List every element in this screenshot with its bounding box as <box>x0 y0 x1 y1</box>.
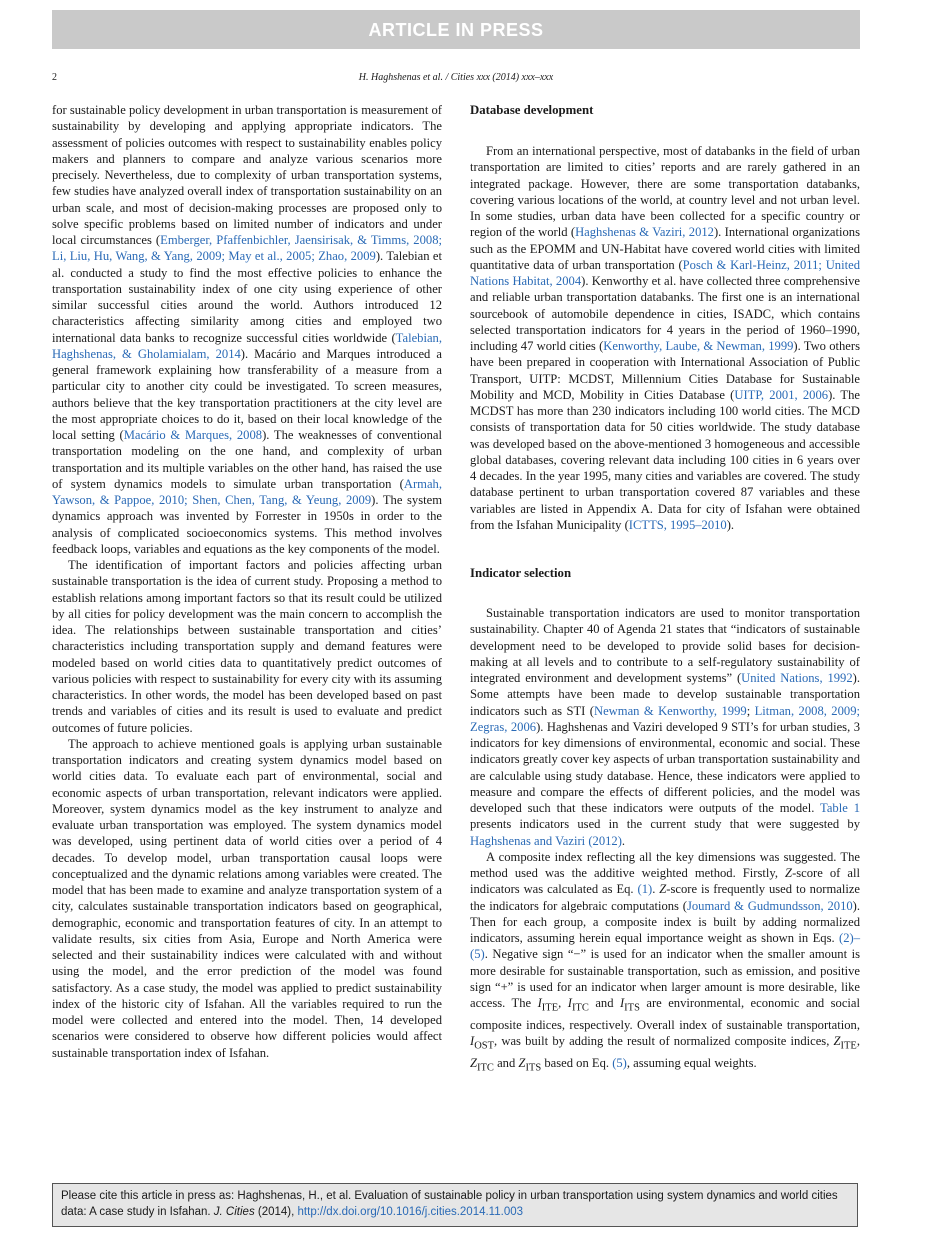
running-header <box>52 72 860 88</box>
paragraph: The identification of important factors and policies affecting urban sustainable transportation is the idea of current study. Proposing a method to establish relations among important factors so that its result could be utilized by all cities for policy development was the main concern to accomplish the idea. The relationships between sustainable transportation and cities’ characteristics including transportation supply and demand features were modeled based on world cities data to quantitatively predict outcomes of various policies with respect to sustainability for every city with its assuming characteristics. In other words, the model has been developed based on past trends and variables of cities and its result is used to evaluate and predict outcomes of future policies. <box>52 558 442 735</box>
citation-link[interactable]: Emberger, Pfaffenbichler, Jaensirisak, & Timms, 2008; Li, Liu, Hu, Wang, & Yang, 2009; May et al., 2005; Zhao, 2009 <box>52 233 442 264</box>
section-heading-indicator-selection: Indicator selection <box>470 566 572 580</box>
paragraph: for sustainable policy development in urban transportation is measurement of sustainability by developing and applying appropriate indicators. The assessment of policies outcomes with respect to sustainability enables policy makers and planners to compare and analyze various scenarios more precisely. Nevertheless, due to complexity of urban transportation systems, few studies have analyzed overall index of transportation sustainability on an urban scale, and most of decision-making processes are proposed only to solve specific problems based on limited number of indicators and under local circumstances (Emberger, Pfaffenbichler, Jaensirisak, & Timms, 2008; Li, Liu, Hu, Wang, & Yang, 2009; May et al., 2005; Zhao, 2009). Talebian et al. conducted a study to find the most effective policies to enhance the transportation sustainability index of one city using experience of other similar successful cities around the world. Authors introduced 12 characteristics affecting similarity among cities and employed two international data banks to recognize successful cities worldwide (Talebian, Haghshenas, & Gholamialam, 2014). Macário and Marques introduced a general framework explaining how transferability of a measure from a particular city to another city could be investigated. To screen measures, authors believe that the key transportation practitioners at the city level are the most appropriate choices to do it, based on their local knowledge of the local setting (Macário & Marques, 2008). The weaknesses of conventional transportation modeling on the one hand, and complexity of urban transportation and its multiple variables on the other hand, has raised the use of system dynamics models to simulate urban transportation (Armah, Yawson, & Pappoe, 2010; Shen, Chen, Tang, & Yeung, 2009). The system dynamics approach was invented by Forrester in 1950s in order to the analysis of complicated socioeconomics systems. This method involves feedback loops, variables and equations as the key components of the model. <box>52 103 442 556</box>
section-heading-database-development: Database development <box>470 103 594 117</box>
doi-link[interactable]: http://dx.doi.org/10.1016/j.cities.2014.11.003 <box>297 1206 524 1218</box>
equation-link[interactable]: (2)–(5) <box>470 931 860 962</box>
equation-link[interactable]: (5) <box>612 1055 627 1070</box>
citation-link[interactable]: Litman, 2008, 2009; Zegras, 2006 <box>470 703 860 734</box>
page-number: 2 <box>52 72 57 83</box>
citation-link[interactable]: ICTTS, 1995–2010 <box>628 517 727 532</box>
citation-link[interactable]: Macário & Marques, 2008 <box>123 428 263 442</box>
table-link[interactable]: Table 1 <box>820 801 861 815</box>
citation-link[interactable]: Posch & Karl-Heinz, 2011; United Nations Habitat, 2004 <box>470 257 860 288</box>
paragraph: From an international perspective, most of databanks in the field of urban transportation are limited to cities’ reports and are rarely gathered in an integrated package. However, there are some transportation databanks, covering various locations of the world, at country level and not urban level. In some studies, urban data have been collected for a specific country or region of the world (Haghshenas & Vaziri, 2012). International organizations such as the EPOMM and UN-Habitat have covered world cities with limited quantitative data of urban transportation (Posch & Karl-Heinz, 2011; United Nations Habitat, 2004). Kenworthy et al. have collected three comprehensive and reliable urban transportation databanks. The first one is an international sourcebook of automobile dependence in cities, ISADC, which contains selected transportation indicators for 4 years in the period of 1960–1990, including 47 world cities (Kenworthy, Laube, & Newman, 1999). Two others have been prepared in cooperation with International Association of Public Transport, UITP: MCDST, Millennium Cities Database for Sustainable Mobility and MCD, Mobility in Cities Database (UITP, 2001, 2006). The MCDST has more than 230 indicators including 100 world cities. The MCD consists of transportation data for 50 cities worldwide. The study database was developed based on the above-mentioned 3 homogeneous and accessible global databases, covering relevant data including 100 cities in 6 years over 4 decades. In the year 1995, many cities and variables are covered. The study database pertinent to urban transportation covered 87 variables and these variables are listed in Appendix A. Data for city of Isfahan were obtained from the Isfahan Municipality (ICTTS, 1995–2010). <box>470 144 861 532</box>
citation-box: Please cite this article in press as: Haghshenas, H., et al. Evaluation of sustainable policy in urban transportation using system dynamics and world cities data: A case study in Isfahan. J. Cities (2014), http://dx.doi.org/10.1016/j.cities.2014.11.003 <box>52 1183 858 1227</box>
citation-link[interactable]: Kenworthy, Laube, & Newman, 1999 <box>603 339 794 353</box>
paragraph: A composite index reflecting all the key dimensions was suggested. The method used was the additive weighted method. Firstly, Z-score of all indicators was calculated as Eq. (1). Z-score is frequently used to normalize the indicators for algebraic computations (Joumard & Gudmundsson, 2010). Then for each group, a composite index is built by adding normalized indicators, assuming herein equal importance weight as shown in Eqs. (2)–(5). Negative sign “−” is used for an indicator when the smaller amount is more desirable for sustainable transportation, such as emission, and positive sign “+” is used for an indicator when larger amount is more desirable, like access. The $I_{ITE}$, $I_{ITC}$ and $I_{ITS}$ are environmental, economic and social composite indices, respectively. Overall index of sustainable transportation, $I_{OST}$, was built by adding the result of normalized composite indices, $Z_{ITE}$, $Z_{ITC}$ and $Z_{ITS}$ based on Eq. (5), assuming equal weights. <box>470 849 861 1074</box>
equation-link[interactable]: (1) <box>637 882 653 897</box>
paragraph: Sustainable transportation indicators are used to monitor transportation sustainability. Chapter 40 of Agenda 21 states that “indicators of sustainable development need to be developed to provide solid bases for decision-making at all levels and to contribute to a self-regulatory sustainability of integrated environment and development systems” (United Nations, 1992). Some attempts have been made to develop sustainable transportation indicators such as STI (Newman & Kenworthy, 1999; Litman, 2008, 2009; Zegras, 2006). Haghshenas and Vaziri developed 9 STI’s for urban studies, 3 indicators for key dimensions of environmental, economic and social. These indicators greatly cover key aspects of urban transportation sustainability and are calculable using study database. Hence, these indicators were applied to measure and compare the effects of different policies, and the model was developed such that these indicators were outputs of the model. Table 1 presents indicators used in the current study that were suggested by Haghshenas and Vaziri (2012). <box>470 606 861 848</box>
paragraph: The approach to achieve mentioned goals is applying urban sustainable transportation indicators and creating system dynamics model based on world cities data. To evaluate each part of environmental, social and economic aspects of urban transportation, relevant indicators were applied. Moreover, system dynamics model as the key instrument to analyze and evaluate urban transportation was employed. The system dynamics model was developed, using pertinent data of world cities over a period of 4 decades. To develop model, urban transportation causal loops were conceptualized and the dynamic relations among variables were created. The model that has been made to examine and analyze transportation system of a city, calculates sustainable transportation indicators based on geographical, demographic, economic and transportation features of city. In an attempt to validate results, six cities from Asia, Europe and North America were selected and their sustainability indices were calculated with and without using the model, and the error prediction of the model was found satisfactory. As a case study, the model was applied to predict sustainability index of the historic city of Isfahan. All the variables required to run the model were collected and entered into the model. Then, 14 developed scenarios were considered to observe how different policies would affect sustainable transportation index of Isfahan. <box>52 736 442 1060</box>
citation-link[interactable]: Talebian, Haghshenas, & Gholamialam, 2014 <box>52 330 442 361</box>
citation-link[interactable]: Armah, Yawson, & Pappoe, 2010; Shen, Chen, Tang, & Yeung, 2009 <box>52 476 442 507</box>
citation-link[interactable]: Joumard & Gudmundsson, 2010 <box>686 898 853 913</box>
citation-link[interactable]: Haghshenas and Vaziri (2012) <box>470 833 622 848</box>
citation-link[interactable]: Newman & Kenworthy, 1999 <box>594 703 747 718</box>
right-column <box>470 102 860 1077</box>
citation-link[interactable]: United Nations, 1992 <box>741 671 853 685</box>
left-column <box>52 102 442 1061</box>
article-in-press-banner: ARTICLE IN PRESS <box>52 10 860 49</box>
citation-link[interactable]: UITP, 2001, 2006 <box>734 387 829 402</box>
citation-link[interactable]: Haghshenas & Vaziri, 2012 <box>575 225 714 240</box>
journal-running-title: H. Haghshenas et al. / Cities xxx (2014) xxx–xxx <box>358 72 554 83</box>
